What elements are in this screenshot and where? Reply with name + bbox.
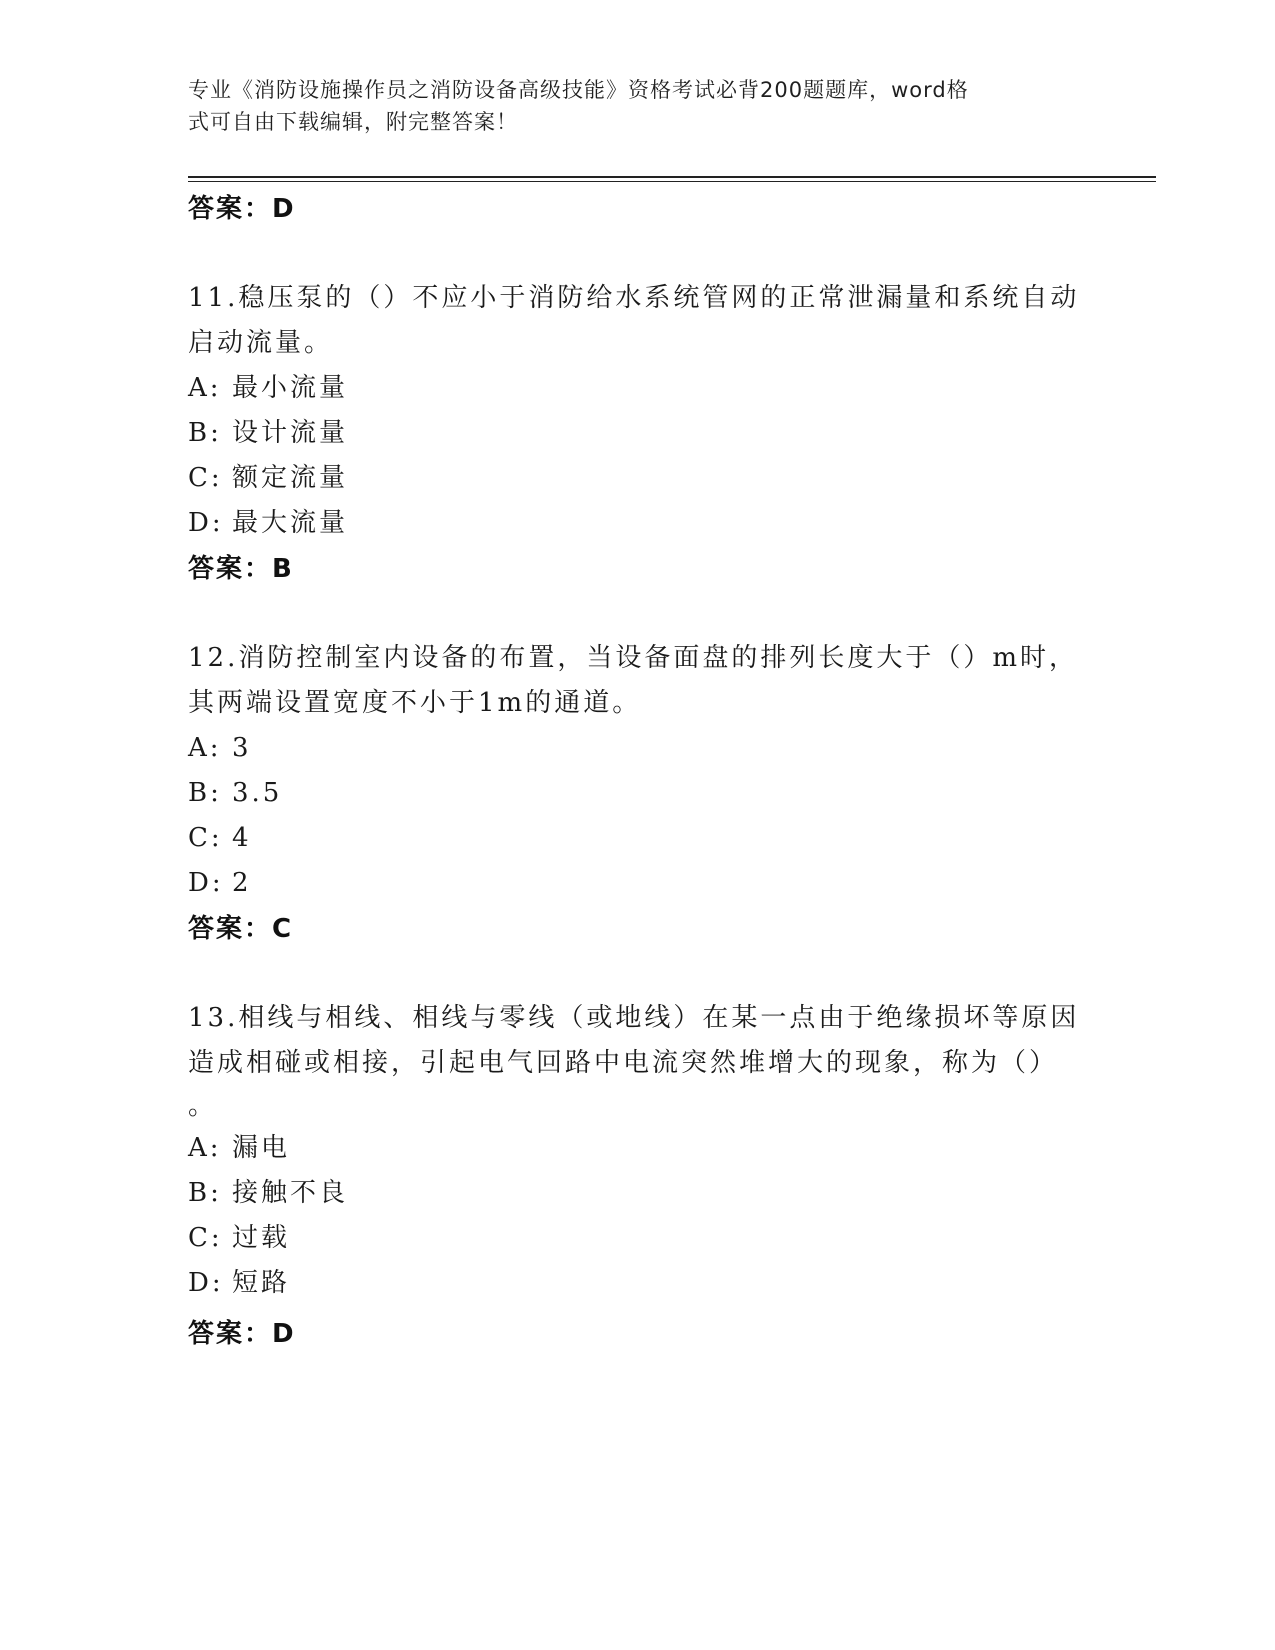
- question-13: [188, 996, 1088, 1306]
- option-c: C: 4: [188, 823, 252, 853]
- option-a: A: 最小流量: [188, 373, 349, 403]
- header-line-2: 式可自由下载编辑，附完整答案！: [188, 110, 518, 134]
- option-d: D: 最大流量: [188, 508, 349, 538]
- question-stem-line-3: 。: [188, 1091, 218, 1121]
- option-a: A: 3: [188, 733, 252, 763]
- answer-13: 答案：D: [188, 1319, 296, 1349]
- question-stem-line-2: 启动流量。: [188, 328, 334, 358]
- option-d: D: 短路: [188, 1268, 291, 1298]
- options-list: [188, 1126, 1088, 1306]
- answer-12: 答案：C: [188, 914, 294, 944]
- previous-answer: 答案：D: [188, 194, 296, 224]
- option-b: B: 接触不良: [188, 1178, 349, 1208]
- header-divider-thin: [188, 181, 1156, 182]
- question-stem-line-1: 13.相线与相线、相线与零线（或地线）在某一点由于绝缘损坏等原因: [188, 1003, 1080, 1033]
- option-b: B: 设计流量: [188, 418, 349, 448]
- option-c: C: 过载: [188, 1223, 291, 1253]
- header-divider-thick: [188, 176, 1156, 178]
- option-a: A: 漏电: [188, 1133, 291, 1163]
- question-stem-line-1: 11.稳压泵的（）不应小于消防给水系统管网的正常泄漏量和系统自动: [188, 283, 1080, 313]
- option-c: C: 额定流量: [188, 463, 349, 493]
- question-stem-line-2: 其两端设置宽度不小于1m的通道。: [188, 688, 642, 718]
- answer-11: 答案：B: [188, 554, 294, 584]
- options-list: [188, 726, 1088, 906]
- question-12: [188, 636, 1088, 906]
- option-b: B: 3.5: [188, 778, 283, 808]
- question-stem-line-1: 12.消防控制室内设备的布置，当设备面盘的排列长度大于（）m时，: [188, 643, 1079, 673]
- question-11: [188, 276, 1088, 546]
- options-list: [188, 366, 1088, 546]
- header-line-1: 专业《消防设施操作员之消防设备高级技能》资格考试必背200题题库，word格: [188, 78, 969, 102]
- option-d: D: 2: [188, 868, 252, 898]
- question-stem-line-2: 造成相碰或相接，引起电气回路中电流突然堆增大的现象，称为（）: [188, 1048, 1059, 1078]
- document-header: [188, 74, 1068, 138]
